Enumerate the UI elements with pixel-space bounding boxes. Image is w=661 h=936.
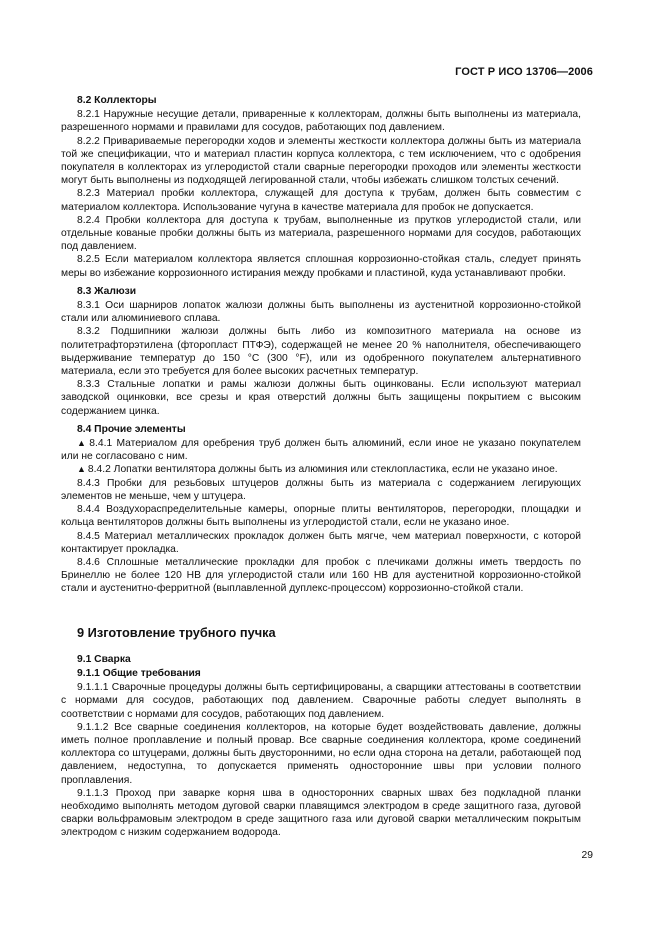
section-9-1-1-heading: 9.1.1 Общие требования (77, 667, 201, 679)
section-8-2-heading: 8.2 Коллекторы (77, 95, 157, 106)
paragraph-8-4-6: 8.4.6 Сплошные металлические прокладки для пробок с плечиками должны иметь твердость по Бринеллю не более 120 HB для углеродистой стали или 160 HB для аустенитной коррозионно-стойкой стали и аустенитно-ферритной (выплавленной дуплекс-процессом) коррозионно-стойкой стали. (61, 556, 581, 595)
section-9-1-heading: 9.1 Сварка (77, 653, 131, 665)
paragraph-8-2-4: 8.2.4 Пробки коллектора для доступа к трубам, выполненные из прутков углеродистой стали, или отдельные кованые пробки должны быть из материала, разрешенного нормами для сосудов, работающих под давлением. (61, 214, 581, 253)
paragraph-8-4-3: 8.4.3 Пробки для резьбовых штуцеров должны быть из материала с содержанием легирующих элементов не меньше, чем у штуцера. (61, 477, 581, 502)
page-body (61, 94, 581, 840)
paragraph-8-4-4: 8.4.4 Воздухораспределительные камеры, опорные плиты вентиляторов, перегородки, площадки и кольца вентиляторов должны быть выполнены из углеродистой стали, если не указано иное. (61, 504, 581, 529)
paragraph-8-3-3: 8.3.3 Стальные лопатки и рамы жалюзи должны быть оцинкованы. Если используют материал заводской оцинковки, все срезы и края отверстий должны быть защищены покрытием с высоким содержанием цинка. (61, 379, 581, 417)
change-marker-icon: ▲ (77, 464, 86, 475)
paragraph-8-4-2-text: 8.4.2 Лопатки вентилятора должны быть из алюминия или стеклопластика, если не указано иное. (87, 464, 558, 476)
paragraph-8-4-1-text: 8.4.1 Материалом для оребрения труб должен быть алюминий, если иное не указано покупателем или не согласовано с ним. (61, 438, 581, 463)
paragraph-9-1-1-3: 9.1.1.3 Проход при заварке корня шва в односторонних сварных швах без подкладной планки необходимо выполнять методом дуговой сварки плавящимся электродом в среде защитного газа, дуговой сварки вольфрамовым электродом в среде защитного газа или дуговой сварки металлическим покрытым электродом с низким содержанием водорода. (61, 787, 581, 839)
paragraph-8-2-3: 8.2.3 Материал пробки коллектора, служащей для доступа к трубам, должен быть совместим с материалом коллектора. Использование чугуна в качестве материала для пробок не допускается. (61, 188, 581, 213)
paragraph-8-3-2: 8.3.2 Подшипники жалюзи должны быть либо из композитного материала на основе из политетрафторэтилена (фторопласт ПТФЭ), содержащей не менее 20 % наполнителя, обеспечивающего выдерживание температур до 150 °С (300 °F), или из одобренного покупателем альтернативного материала, если это требуется для более высоких расчетных температур. (61, 326, 581, 378)
section-8-3-heading: 8.3 Жалюзи (77, 285, 137, 297)
paragraph-8-3-1: 8.3.1 Оси шарниров лопаток жалюзи должны быть выполнены из аустенитной коррозионно-стойкой стали или алюминиевого сплава. (61, 300, 581, 325)
paragraph-8-4-2 (61, 463, 581, 476)
paragraph-8-4-5: 8.4.5 Материал металлических прокладок должен быть мягче, чем материал поверхности, с которой контактирует прокладка. (61, 530, 581, 555)
change-marker-icon: ▲ (77, 438, 88, 449)
section-9-heading: 9 Изготовление трубного пучка (77, 624, 276, 640)
paragraph-8-2-2: 8.2.2 Привариваемые перегородки ходов и элементы жесткости коллектора должны быть из материала той же спецификации, что и материал пластин корпуса коллектора, с тем исключением, что с одобрения покупателя в коллекторах из углеродистой стали сварные перегородки проходов или элементы жесткости могут быть выполнены из подходящей легированной стали, чтобы избежать слишком толстых сечений. (61, 135, 581, 187)
paragraph-8-2-5: 8.2.5 Если материалом коллектора является сплошная коррозионно-стойкая сталь, следует принять меры во избежание коррозионного истирания между пробками и пластиной, куда устанавливают пробки. (61, 254, 581, 279)
paragraph-9-1-1-2: 9.1.1.2 Все сварные соединения коллекторов, на которые будет воздействовать давление, должны иметь полное проплавление и полный провар. Все сварные соединения коллектора, кроме соединений коллектора со штуцерами, должны быть двусторонними, но если одна сторона на детали, работающей под давлением, недоступна, то допускается применять односторонние швы при условии полного проплавления. (61, 721, 581, 786)
section-8-4-heading: 8.4 Прочие элементы (77, 423, 186, 435)
paragraph-9-1-1-1: 9.1.1.1 Сварочные процедуры должны быть сертифицированы, а сварщики аттестованы в соответствии с нормами для сосудов, работающих под давлением. Сварочные работы следует выполнять в соответствии с нормами для сосудов, работающих под давлением. (61, 682, 581, 720)
paragraph-8-2-1: 8.2.1 Наружные несущие детали, приваренные к коллекторам, должны быть выполнены из материала, разрешенного нормами и правилами для сосудов, работающих под давлением. (61, 109, 581, 134)
paragraph-8-4-1 (61, 437, 581, 463)
document-header: ГОСТ Р ИСО 13706—2006 (455, 66, 593, 78)
page-number: 29 (581, 850, 593, 861)
